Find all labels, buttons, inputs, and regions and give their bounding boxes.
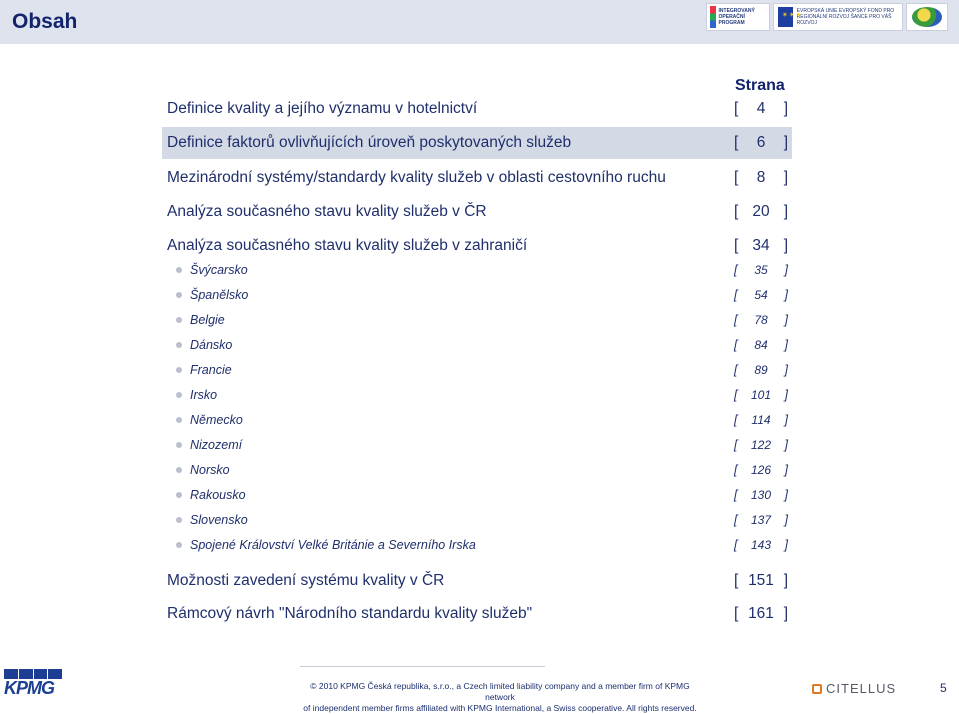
toc-page-ref bbox=[734, 605, 788, 623]
toc-page-ref bbox=[734, 313, 788, 327]
eu-flag-icon bbox=[778, 7, 793, 27]
eu-logo-text: EVROPSKÁ UNIE EVROPSKÝ FOND PRO REGIONÁLNÍ ROZVOJ ŠANCE PRO VÁŠ ROZVOJ bbox=[796, 8, 895, 26]
toc-entry[interactable] bbox=[167, 93, 789, 125]
close-bracket: ] bbox=[783, 605, 788, 622]
toc-entry[interactable] bbox=[167, 598, 789, 630]
citellus-wordmark: CITELLUS bbox=[826, 681, 897, 696]
open-bracket: [ bbox=[734, 287, 738, 302]
bullet-icon bbox=[176, 517, 182, 523]
toc-page-number: 8 bbox=[756, 169, 766, 186]
open-bracket: [ bbox=[734, 462, 738, 477]
toc-page-ref bbox=[734, 203, 788, 221]
open-bracket: [ bbox=[734, 537, 738, 552]
close-bracket: ] bbox=[784, 337, 788, 352]
toc-page-ref bbox=[734, 572, 788, 590]
toc-page-number: 101 bbox=[750, 387, 772, 402]
close-bracket: ] bbox=[784, 387, 788, 402]
close-bracket: ] bbox=[783, 237, 788, 254]
toc-page-ref bbox=[734, 363, 788, 377]
toc-page-ref bbox=[734, 263, 788, 277]
toc-page-ref bbox=[734, 288, 788, 302]
toc-page-ref bbox=[734, 100, 788, 118]
toc-subentry[interactable] bbox=[176, 507, 789, 532]
op-logo-text: INTEGROVANÝ OPERAČNÍ PROGRAM bbox=[718, 8, 755, 26]
toc-entry[interactable] bbox=[167, 565, 789, 597]
toc-entry-label: Možnosti zavedení systému kvality v ČR bbox=[167, 572, 445, 589]
toc-entry-label: Irsko bbox=[190, 387, 218, 402]
toc-page-number: 34 bbox=[752, 237, 770, 254]
open-bracket: [ bbox=[734, 100, 739, 117]
toc-entry-label: Mezinárodní systémy/standardy kvality služeb v oblasti cestovního ruchu bbox=[167, 169, 666, 186]
open-bracket: [ bbox=[734, 412, 738, 427]
op-logo bbox=[706, 3, 770, 31]
toc-subentry[interactable] bbox=[176, 457, 789, 482]
toc-entry[interactable] bbox=[162, 127, 792, 159]
toc-page-number: 122 bbox=[750, 437, 772, 452]
toc-page-number: 4 bbox=[756, 100, 766, 117]
toc-entry-label: Nizozemí bbox=[190, 437, 243, 452]
toc-page-ref bbox=[734, 513, 788, 527]
toc-entry-label: Definice faktorů ovlivňujících úroveň poskytovaných služeb bbox=[167, 134, 572, 151]
toc-page-number: 130 bbox=[750, 487, 772, 502]
toc-page-ref bbox=[734, 237, 788, 255]
toc-page-number: 54 bbox=[754, 287, 768, 302]
toc-page-number: 126 bbox=[750, 462, 772, 477]
close-bracket: ] bbox=[784, 262, 788, 277]
open-bracket: [ bbox=[734, 387, 738, 402]
bullet-icon bbox=[176, 417, 182, 423]
toc-subentry[interactable] bbox=[176, 432, 789, 457]
toc-entry-label: Francie bbox=[190, 362, 232, 377]
toc-page-number: 78 bbox=[754, 312, 768, 327]
toc-subentry[interactable] bbox=[176, 532, 789, 557]
page-column-header: Strana bbox=[735, 77, 785, 94]
bullet-icon bbox=[176, 492, 182, 498]
eu-logo bbox=[773, 3, 903, 31]
close-bracket: ] bbox=[783, 100, 788, 117]
close-bracket: ] bbox=[784, 362, 788, 377]
open-bracket: [ bbox=[734, 203, 739, 220]
close-bracket: ] bbox=[784, 312, 788, 327]
bullet-icon bbox=[176, 267, 182, 273]
bullet-icon bbox=[176, 467, 182, 473]
toc-subentry[interactable] bbox=[176, 307, 789, 332]
close-bracket: ] bbox=[784, 487, 788, 502]
toc-page-number: 137 bbox=[750, 512, 772, 527]
open-bracket: [ bbox=[734, 362, 738, 377]
bullet-icon bbox=[176, 542, 182, 548]
toc-entry-label: Spojené Království Velké Británie a Severního Irska bbox=[190, 537, 476, 552]
copyright-line-2: of independent member firms affiliated with KPMG International, a Swiss cooperative. All rights reserved. bbox=[303, 703, 697, 713]
toc-entry-label: Dánsko bbox=[190, 337, 233, 352]
toc-page-ref bbox=[734, 488, 788, 502]
close-bracket: ] bbox=[784, 412, 788, 427]
close-bracket: ] bbox=[783, 134, 788, 151]
op-logo-icon bbox=[710, 6, 716, 28]
open-bracket: [ bbox=[734, 262, 738, 277]
toc-page-ref bbox=[734, 438, 788, 452]
czech-republic-logo bbox=[906, 3, 948, 31]
citellus-logo bbox=[812, 681, 896, 696]
copyright-notice bbox=[300, 681, 700, 714]
bullet-icon bbox=[176, 317, 182, 323]
open-bracket: [ bbox=[734, 134, 739, 151]
toc-page-ref bbox=[734, 134, 788, 152]
close-bracket: ] bbox=[784, 512, 788, 527]
toc-page-number: 35 bbox=[754, 262, 768, 277]
toc-entry-label: Švýcarsko bbox=[190, 262, 248, 277]
open-bracket: [ bbox=[734, 512, 738, 527]
toc-entry-label: Norsko bbox=[190, 462, 230, 477]
toc-page-ref bbox=[734, 388, 788, 402]
footer-divider bbox=[300, 666, 545, 667]
toc-subentry[interactable] bbox=[176, 257, 789, 282]
close-bracket: ] bbox=[784, 287, 788, 302]
toc-subentry[interactable] bbox=[176, 357, 789, 382]
toc-page-number: 114 bbox=[751, 412, 771, 427]
open-bracket: [ bbox=[734, 169, 739, 186]
toc-page-ref bbox=[734, 413, 788, 427]
citellus-mark-icon bbox=[812, 684, 822, 694]
toc-entry[interactable] bbox=[167, 196, 789, 228]
toc-page-ref bbox=[734, 463, 788, 477]
bullet-icon bbox=[176, 392, 182, 398]
toc-entry-label: Španělsko bbox=[190, 287, 249, 302]
toc-page-number: 143 bbox=[750, 537, 772, 552]
open-bracket: [ bbox=[734, 312, 738, 327]
toc-entry-label: Belgie bbox=[190, 312, 225, 327]
toc-page-number: 89 bbox=[754, 362, 768, 377]
copyright-line-1: © 2010 KPMG Česká republika, s.r.o., a Czech limited liability company and a member firm of KPMG network bbox=[310, 681, 690, 702]
open-bracket: [ bbox=[734, 337, 738, 352]
kpmg-logo bbox=[4, 669, 62, 699]
toc-entry-label: Definice kvality a jejího významu v hotelnictví bbox=[167, 100, 478, 117]
bullet-icon bbox=[176, 292, 182, 298]
toc-subentry[interactable] bbox=[176, 282, 789, 307]
toc-subentry[interactable] bbox=[176, 382, 789, 407]
close-bracket: ] bbox=[784, 462, 788, 477]
close-bracket: ] bbox=[784, 537, 788, 552]
close-bracket: ] bbox=[783, 169, 788, 186]
cr-swirl-icon bbox=[912, 7, 942, 27]
toc-subentry[interactable] bbox=[176, 407, 789, 432]
toc-entry-label: Rámcový návrh "Národního standardu kvality služeb" bbox=[167, 605, 533, 622]
toc-entry-label: Slovensko bbox=[190, 512, 248, 527]
toc-page-ref bbox=[734, 338, 788, 352]
open-bracket: [ bbox=[734, 572, 739, 589]
toc-page-number: 84 bbox=[754, 337, 768, 352]
toc-page-number: 161 bbox=[748, 605, 774, 622]
close-bracket: ] bbox=[784, 437, 788, 452]
toc-page-number: 6 bbox=[756, 134, 766, 151]
toc-page-number: 151 bbox=[748, 572, 774, 589]
toc-entry[interactable] bbox=[167, 162, 789, 194]
toc-entry-label: Analýza současného stavu kvality služeb v zahraničí bbox=[167, 237, 528, 254]
page-number: 5 bbox=[940, 681, 947, 695]
toc-entry-label: Analýza současného stavu kvality služeb v ČR bbox=[167, 203, 487, 220]
bullet-icon bbox=[176, 367, 182, 373]
toc-page-ref bbox=[734, 538, 788, 552]
toc-page-ref bbox=[734, 169, 788, 187]
open-bracket: [ bbox=[734, 237, 739, 254]
close-bracket: ] bbox=[783, 572, 788, 589]
page-title: Obsah bbox=[12, 10, 78, 33]
bullet-icon bbox=[176, 442, 182, 448]
toc-entry-label: Rakousko bbox=[190, 487, 246, 502]
close-bracket: ] bbox=[783, 203, 788, 220]
open-bracket: [ bbox=[734, 605, 739, 622]
bullet-icon bbox=[176, 342, 182, 348]
toc-page-number: 20 bbox=[752, 203, 770, 220]
toc-subentry[interactable] bbox=[176, 332, 789, 357]
open-bracket: [ bbox=[734, 487, 738, 502]
open-bracket: [ bbox=[734, 437, 738, 452]
kpmg-wordmark: KPMG bbox=[4, 678, 54, 698]
toc-subentry[interactable] bbox=[176, 482, 789, 507]
toc-entry-label: Německo bbox=[190, 412, 243, 427]
